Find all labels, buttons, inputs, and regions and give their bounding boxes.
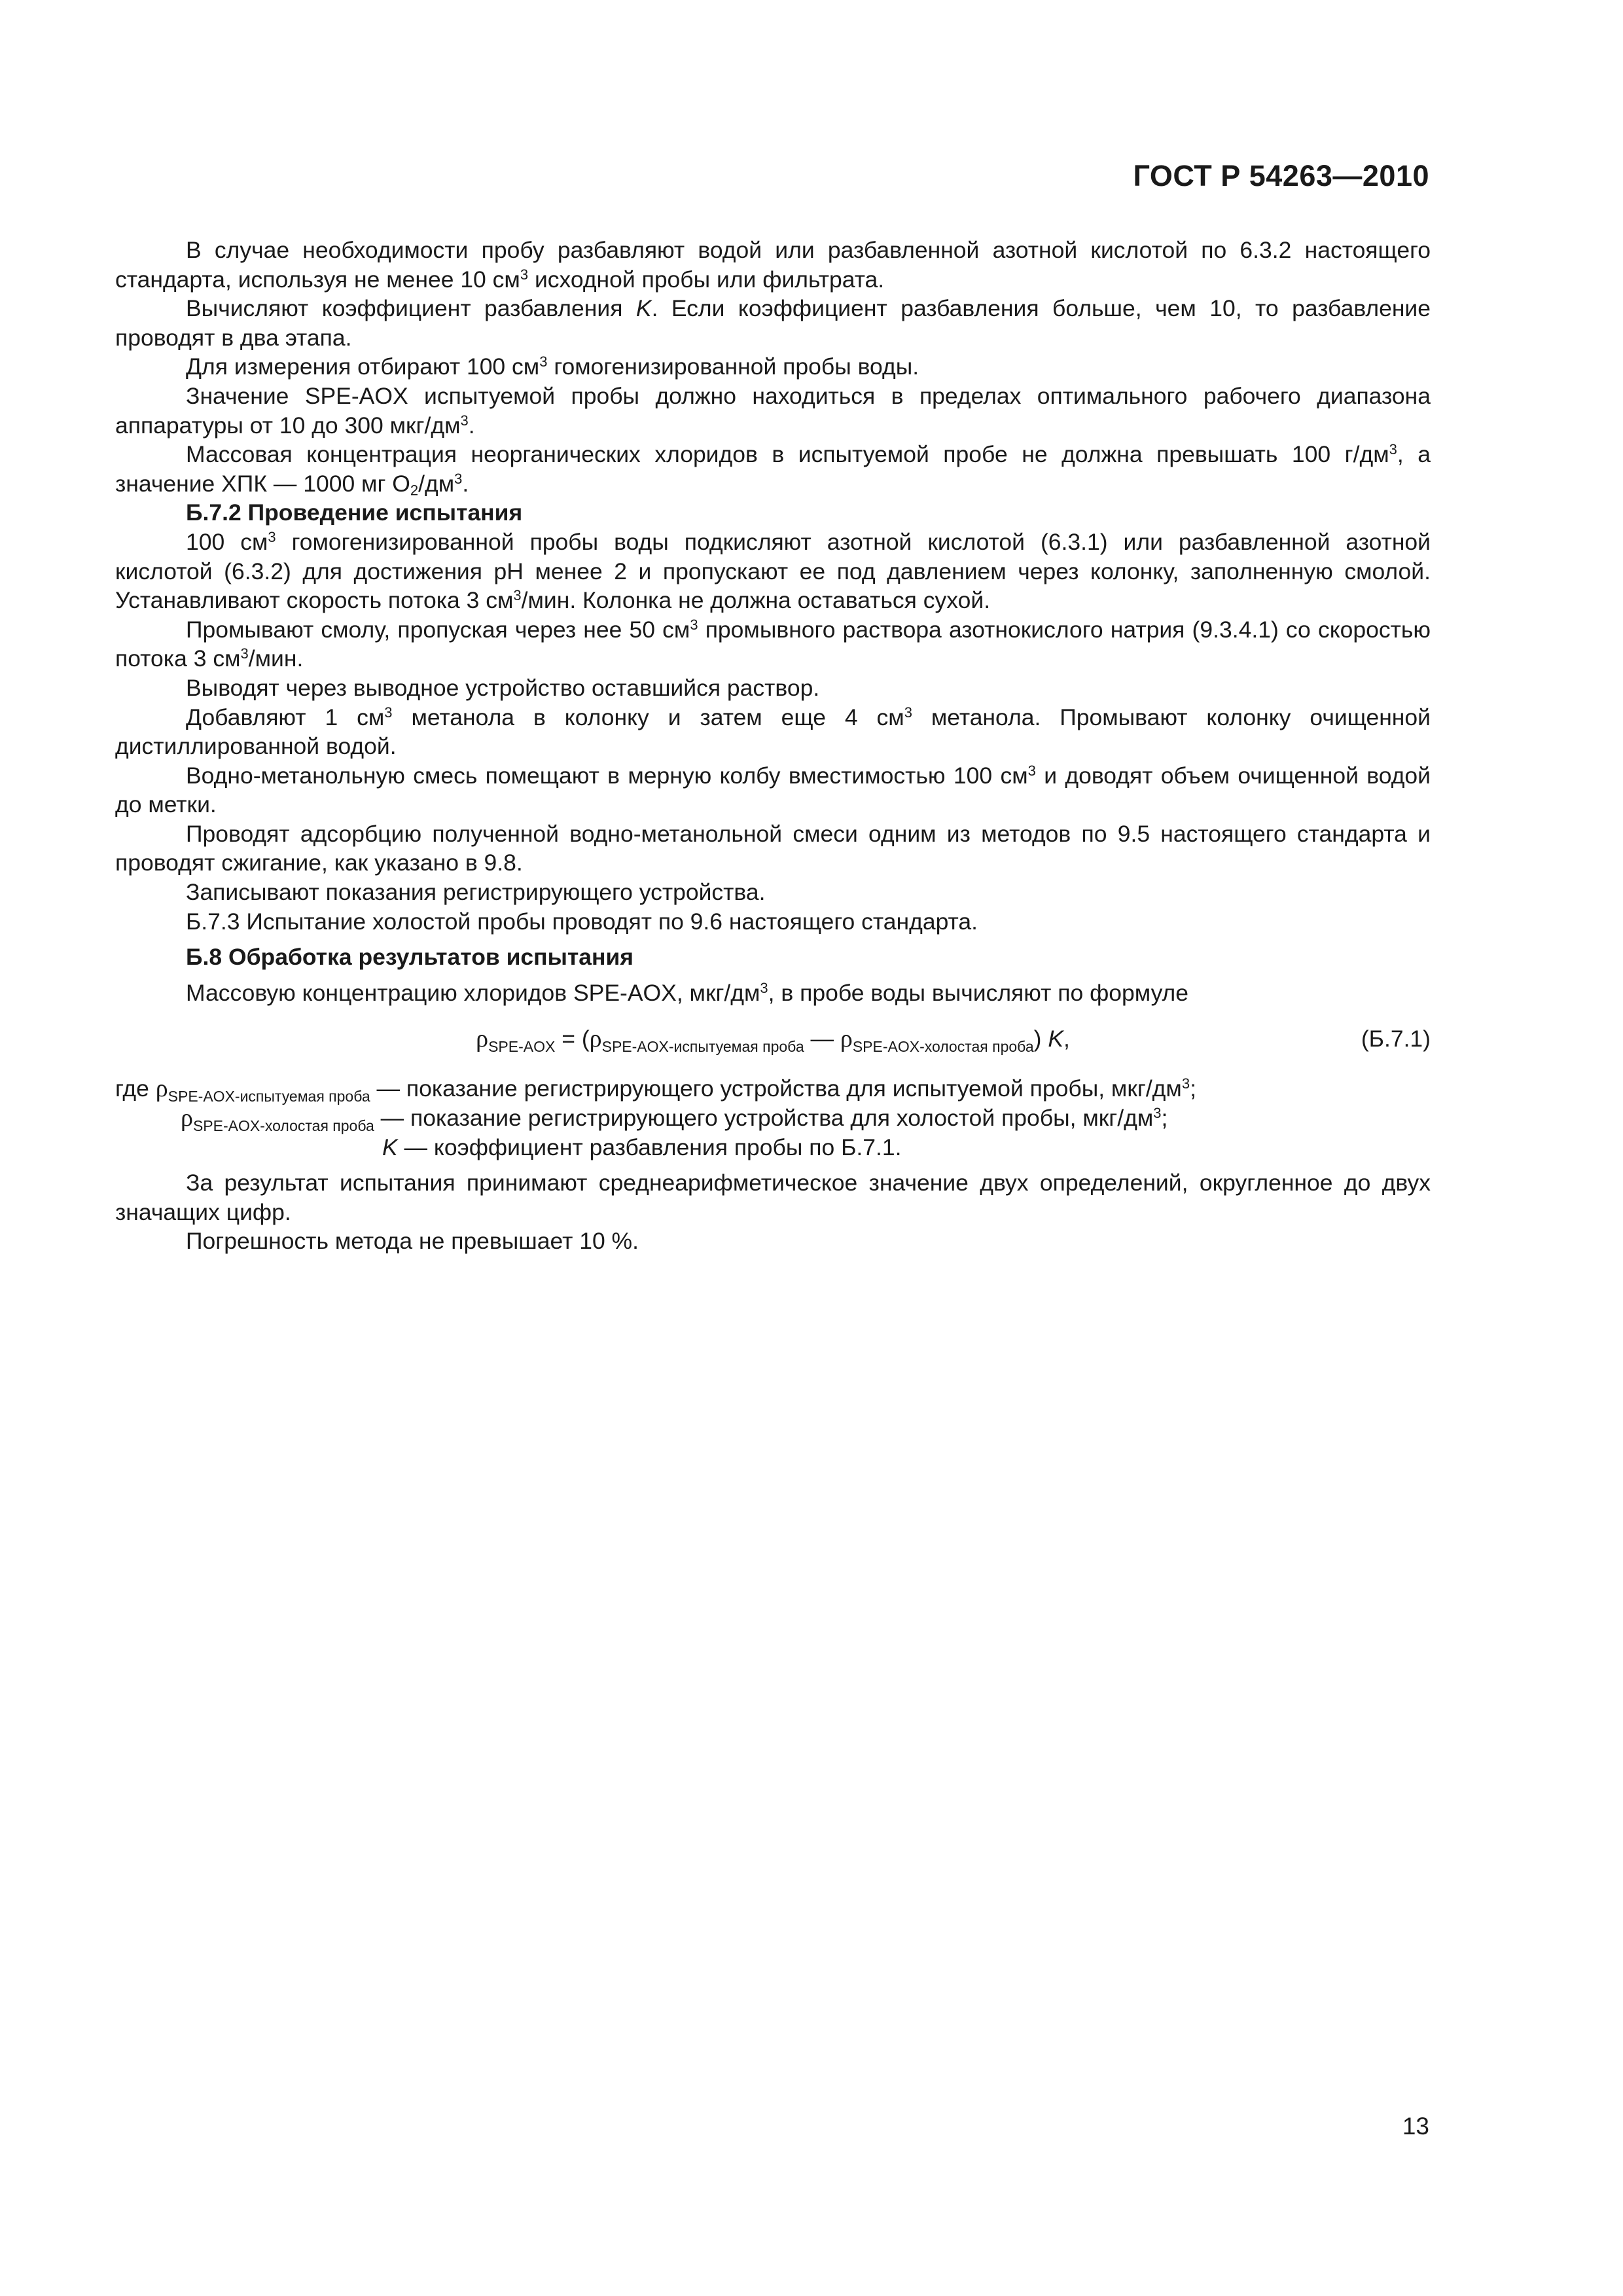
rho-symbol: ρ [840,1025,853,1053]
text: и доводят объем очищенной водой до метки. [115,762,1431,818]
superscript: 3 [904,704,912,721]
where-line [115,1133,1431,1162]
superscript: 3 [1027,762,1036,779]
text: Промывают смолу, пропуская через нее 50 см [186,616,690,643]
paragraph: Б.7.3 Испытание холостой пробы проводят по 9.6 настоящего стандарта. [186,908,978,935]
text: /мин. [248,645,304,672]
superscript: 3 [1181,1075,1190,1092]
text: — коэффициент разбавления пробы по Б.7.1. [397,1134,902,1160]
paragraph: Выводят через выводное устройство оставшийся раствор. [186,674,820,701]
text: метанола в колонку и затем еще 4 см [392,704,904,730]
superscript: 3 [539,353,548,370]
paragraph [115,294,1431,352]
text: ; [1190,1075,1196,1102]
text: /дм [418,470,455,497]
formula-index: SPE-AOX [488,1038,556,1056]
document-code: ГОСТ Р 54263—2010 [1133,159,1429,192]
text: Для измерения отбирают 100 см [186,353,540,380]
formula-index: SPE-AOX-испытуемая проба [601,1038,804,1056]
superscript: 3 [690,616,698,633]
subscript: 2 [410,482,419,499]
text: Добавляют 1 см [186,704,385,730]
superscript: 3 [460,412,469,429]
formula-index: SPE-AOX-холостая проба [852,1038,1034,1056]
text: . [468,412,475,439]
where-line [115,1074,1431,1103]
paragraph [115,978,1431,1008]
formula-expression [115,1024,1431,1054]
superscript: 3 [454,470,463,487]
text: исходной пробы или фильтрата. [528,266,885,293]
text: , в пробе воды вычисляют по формуле [768,979,1188,1006]
rho-symbol: ρ [181,1104,193,1132]
formula-operator: = ( [555,1026,590,1052]
text: Вычисляют коэффициент разбавления [186,295,636,322]
where-word: где [115,1075,156,1102]
rho-symbol: ρ [589,1025,602,1053]
text: промывного раствора азотнокислого натрия (9.3.4.1) со скоростью потока 3 см [115,616,1431,672]
section-heading-b72: Б.7.2 Проведение испытания [186,499,523,526]
paragraph: Проводят адсорбцию полученной водно-метанольной смеси одним из методов по 9.5 настоящего стандарта и проводят сжигание, как указано в 9.8. [115,820,1431,876]
superscript: 3 [268,528,276,545]
text: . Если коэффициент разбавления больше, чем 10, то разбавление проводят в два этапа. [115,295,1431,351]
text: В случае необходимости пробу разбавляют водой или разбавленной азотной кислотой по 6.3.2 настоящего стандарта, используя не менее 10 см [115,237,1431,293]
text: Массовая концентрация неорганических хлоридов в испытуемой пробе не должна превышать 100 г/дм [186,441,1389,468]
paragraph [115,352,1431,382]
rho-symbol: ρ [155,1075,168,1103]
text: Значение SPE-AOX испытуемой пробы должно находиться в пределах оптимального рабочего диапазона аппаратуры от 10 до 300 мкг/дм [115,382,1431,439]
paragraph: Записывают показания регистрирующего устройства. [186,879,766,906]
formula-b71 [115,1024,1431,1062]
page-number: 13 [1402,2113,1429,2140]
superscript: 3 [760,979,768,996]
superscript: 3 [520,266,529,283]
formula-number: (Б.7.1) [1361,1026,1431,1052]
text: Массовую концентрацию хлоридов SPE-AOX, мкг/дм [186,979,760,1006]
text: ; [1161,1105,1168,1132]
document-body [115,236,1431,1256]
rho-symbol: ρ [476,1025,489,1053]
formula-operator: — [804,1026,840,1052]
text: — показание регистрирующего устройства для испытуемой пробы, мкг/дм [370,1075,1182,1102]
text: метанола. Промывают колонку очищенной дистиллированной водой. [115,704,1431,760]
text: гомогенизированной пробы воды подкисляют азотной кислотой (6.3.1) или разбавленной азотной кислотой (6.3.2) для достижения рН менее 2 и пропускают ее под давлением через колонку, заполненную смолой. Устанавливают скорость потока 3 см [115,528,1431,614]
k-symbol: K [635,295,652,322]
text: гомогенизированной пробы воды. [547,353,919,380]
formula-index: SPE-AOX-испытуемая проба [168,1088,370,1105]
paragraph [115,528,1431,615]
paragraph: Погрешность метода не превышает 10 %. [186,1228,639,1255]
k-symbol: K [382,1134,398,1160]
formula-index: SPE-AOX-холостая проба [192,1117,374,1135]
paragraph [115,703,1431,761]
paragraph [115,615,1431,673]
section-heading-b8: Б.8 Обработка результатов испытания [186,944,634,971]
text: /мин. Колонка не должна оставаться сухой. [521,587,991,614]
formula-operator: ) [1033,1026,1048,1052]
superscript: 3 [513,587,522,604]
text: . [462,470,469,497]
paragraph: За результат испытания принимают среднеарифметическое значение двух определений, округленное до двух значащих цифр. [115,1170,1431,1225]
k-symbol: K [1048,1026,1063,1052]
superscript: 3 [1153,1104,1162,1121]
paragraph [115,761,1431,819]
superscript: 3 [240,645,249,662]
text: Водно-метанольную смесь помещают в мерную колбу вместимостью 100 см [186,762,1028,789]
formula-operator: , [1063,1026,1070,1052]
superscript: 3 [384,704,393,721]
paragraph [115,440,1431,498]
where-line [115,1103,1431,1133]
text: , а значение ХПК — 1000 мг О [115,441,1431,497]
text: — показание регистрирующего устройства для холостой пробы, мкг/дм [374,1105,1154,1132]
text: 100 см [186,528,268,555]
superscript: 3 [1389,441,1397,458]
paragraph [115,236,1431,294]
paragraph [115,382,1431,440]
